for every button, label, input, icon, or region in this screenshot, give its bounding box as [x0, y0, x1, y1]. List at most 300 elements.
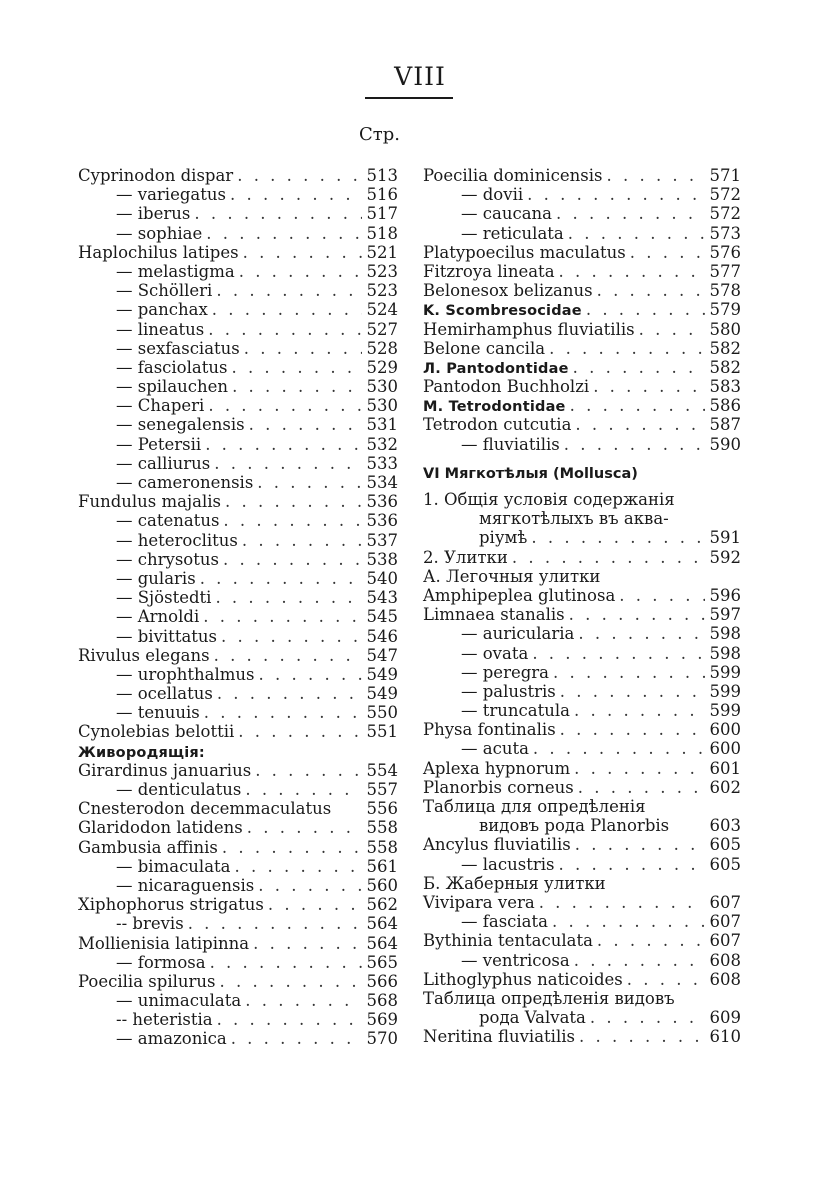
toc-entry-page: 570	[366, 1029, 398, 1049]
leader-dots	[639, 320, 705, 339]
toc-entry-title: мягкотѣлыхъ въ аква-	[479, 509, 669, 529]
leader-dots	[203, 607, 362, 626]
toc-entry-title: Poecilia spilurus	[78, 971, 216, 991]
toc-entry	[78, 320, 398, 339]
toc-entry	[78, 876, 398, 895]
toc-entry	[78, 934, 398, 953]
toc-entry	[78, 300, 398, 319]
toc-entry-page: 558	[366, 818, 398, 838]
toc-entry-title: — truncatula	[461, 701, 570, 721]
toc-entry-page: 533	[366, 453, 398, 473]
toc-entry-title: Pantodon Buchholzi	[423, 377, 590, 397]
toc-entry	[78, 550, 398, 569]
toc-entry-title: Glaridodon latidens	[78, 818, 243, 838]
leader-dots	[204, 703, 362, 722]
toc-entry	[423, 224, 741, 243]
toc-entry-page: 562	[366, 895, 398, 915]
toc-entry-title: Belonesox belizanus	[423, 281, 593, 301]
leader-dots	[586, 300, 705, 319]
toc-entry-title: Belone cancila	[423, 338, 546, 358]
leader-dots	[245, 780, 362, 799]
leader-dots	[231, 1029, 362, 1048]
toc-entry-page: 561	[366, 856, 398, 876]
leader-dots	[630, 243, 705, 262]
toc-entry-title: Gambusia affinis	[78, 837, 218, 857]
toc-entry-title: — spilauchen	[116, 377, 229, 397]
toc-entry-title: Platypoecilus maculatus	[423, 242, 626, 262]
toc-entry-title: — sexfasciatus	[116, 338, 240, 358]
toc-entry-title: — amazonica	[116, 1029, 227, 1049]
toc-entry-title: — urophthalmus	[116, 664, 255, 684]
leader-dots	[216, 281, 362, 300]
toc-entry-title: — nicaraguensis	[116, 875, 255, 895]
toc-entry	[78, 262, 398, 281]
toc-entry	[78, 492, 398, 511]
toc-entry	[423, 300, 741, 319]
toc-entry-page: 517	[366, 204, 398, 224]
toc-entry-page: 534	[366, 473, 398, 492]
toc-entry-page: 540	[366, 568, 398, 588]
toc-entry-page: 577	[709, 261, 741, 281]
toc-entry-page: 565	[366, 952, 398, 972]
toc-entry-page: 599	[709, 662, 741, 682]
toc-entry	[423, 548, 741, 567]
leader-dots	[249, 415, 362, 434]
leader-dots	[579, 1027, 705, 1046]
toc-entry	[423, 339, 741, 358]
leader-dots	[222, 838, 362, 857]
toc-entry-page: 532	[366, 434, 398, 454]
toc-entry	[78, 627, 398, 646]
toc-entry-page: 576	[709, 242, 741, 262]
toc-entry	[78, 722, 398, 741]
leader-dots	[564, 435, 705, 454]
toc-entry-page: 598	[709, 643, 741, 663]
toc-entry	[78, 857, 398, 876]
toc-entry	[78, 972, 398, 991]
toc-entry-title: — bimaculata	[116, 856, 231, 876]
toc-entry-title: — melastigma	[116, 261, 235, 281]
toc-entry-page: 564	[366, 933, 398, 953]
toc-entry-title: — Schölleri	[116, 281, 213, 301]
leader-dots	[258, 876, 362, 895]
toc-entry	[78, 511, 398, 530]
toc-entry	[423, 320, 741, 339]
toc-entry-page: 587	[709, 415, 741, 435]
toc-entry-page: 603	[709, 816, 741, 836]
toc-entry	[78, 607, 398, 626]
toc-entry-title: Haplochilus latipes	[78, 242, 239, 262]
toc-entry	[78, 166, 398, 185]
toc-entry-page: 610	[709, 1027, 741, 1047]
leader-dots	[188, 914, 362, 933]
toc-entry	[423, 835, 741, 854]
toc-entry	[423, 912, 741, 931]
toc-entry-title: — caucana	[461, 204, 552, 224]
toc-entry-page: 586	[709, 396, 741, 416]
leader-dots	[533, 739, 705, 758]
toc-entry	[423, 586, 741, 605]
leader-dots	[238, 722, 362, 741]
toc-entry-page: 536	[366, 511, 398, 531]
toc-entry-page: 601	[709, 758, 741, 778]
leader-dots	[253, 934, 362, 953]
leader-dots	[531, 528, 705, 547]
page-number-rule	[365, 97, 453, 99]
toc-entry-title: Б. Жаберныя улитки	[423, 873, 606, 893]
toc-entry	[423, 759, 741, 778]
toc-entry-page: 523	[366, 281, 398, 301]
toc-entry-title: Ancylus fluviatilis	[423, 835, 571, 855]
toc-entry-page: 582	[709, 338, 741, 358]
toc-entry-title: — unimaculata	[116, 991, 242, 1011]
leader-dots	[194, 204, 362, 223]
leader-dots	[532, 644, 705, 663]
leader-dots	[223, 550, 362, 569]
toc-entry-page: 573	[709, 223, 741, 243]
toc-entry-page: 582	[709, 357, 741, 377]
toc-entry-page: 549	[366, 684, 398, 704]
toc-entry-title: Л. Pantodontidae	[423, 360, 569, 377]
toc-entry-page: 527	[366, 319, 398, 339]
toc-entry	[78, 204, 398, 223]
leader-dots	[574, 951, 705, 970]
toc-entry	[78, 377, 398, 396]
toc-entry-title: — Chaperi	[116, 396, 205, 416]
toc-entry	[423, 816, 741, 835]
toc-entry-page: 598	[709, 624, 741, 644]
leader-dots	[239, 262, 362, 281]
toc-entry	[423, 377, 741, 396]
toc-entry-title: Amphipeplea glutinosa	[423, 585, 616, 605]
toc-entry-title: Poecilia dominicensis	[423, 166, 603, 185]
leader-dots	[512, 548, 705, 567]
toc-entry-page: 607	[709, 931, 741, 951]
toc-entry	[423, 1008, 741, 1027]
leader-dots	[574, 701, 705, 720]
toc-entry	[423, 463, 741, 482]
toc-entry	[423, 567, 741, 586]
toc-entry-page: 600	[709, 720, 741, 740]
toc-entry	[78, 646, 398, 665]
toc-entry-page: 602	[709, 777, 741, 797]
toc-entry-title: — tenuuis	[116, 703, 200, 723]
toc-entry-title: — fasciata	[461, 912, 548, 932]
left-column	[78, 166, 398, 1049]
toc-entry-title: — Arnoldi	[116, 607, 200, 627]
toc-entry-page: 592	[709, 547, 741, 567]
toc-entry	[423, 797, 741, 816]
toc-entry-page: 531	[366, 415, 398, 435]
toc-entry-title: -- brevis	[116, 914, 184, 934]
toc-entry	[423, 204, 741, 223]
toc-entry	[423, 262, 741, 281]
toc-entry-page: 591	[709, 528, 741, 548]
leader-dots	[257, 473, 362, 492]
leader-dots	[593, 377, 705, 396]
toc-entry-title: — iberus	[116, 204, 191, 224]
leader-dots	[575, 415, 705, 434]
toc-entry-title: — Sjöstedti	[116, 588, 212, 608]
toc-entry	[423, 166, 741, 185]
toc-entry	[78, 991, 398, 1010]
toc-entry	[78, 665, 398, 684]
leader-dots	[245, 991, 362, 1010]
toc-entry-title: Physa fontinalis	[423, 720, 556, 740]
leader-dots	[200, 569, 362, 588]
toc-entry-title: Живородящія:	[78, 744, 205, 761]
leader-dots	[205, 435, 362, 454]
toc-entry-page: 537	[366, 530, 398, 550]
toc-entry-title: — lineatus	[116, 319, 205, 339]
toc-entry	[78, 358, 398, 377]
toc-entry	[423, 435, 741, 454]
toc-entry-page: 578	[709, 281, 741, 301]
toc-entry-title: — sophiae	[116, 223, 203, 243]
leader-dots	[558, 855, 705, 874]
leader-dots	[627, 970, 705, 989]
toc-entry-title: Vivipara vera	[423, 892, 535, 912]
toc-entry-title: Tetrodon cutcutia	[423, 415, 572, 435]
toc-entry	[423, 720, 741, 739]
toc-entry	[78, 818, 398, 837]
page-number: VIII	[394, 62, 446, 91]
toc-entry-page: 564	[366, 914, 398, 934]
toc-entry-page: 572	[709, 185, 741, 205]
toc-entry-title: — dovii	[461, 185, 524, 205]
leader-dots	[223, 511, 362, 530]
leader-dots	[235, 857, 362, 876]
toc-entry-page: 516	[366, 185, 398, 205]
leader-dots	[574, 759, 705, 778]
toc-entry-title: видовъ рода Planorbis	[479, 816, 670, 836]
toc-entry-title: -- heteristia	[116, 1010, 213, 1030]
toc-entry	[78, 761, 398, 780]
toc-entry-title: — ovata	[461, 643, 529, 663]
leader-dots	[573, 358, 705, 377]
toc-entry	[423, 682, 741, 701]
leader-dots	[215, 588, 362, 607]
toc-entry	[423, 778, 741, 797]
leader-dots	[210, 953, 362, 972]
toc-entry-page: 590	[709, 434, 741, 454]
toc-entry-page: 524	[366, 300, 398, 320]
toc-entry-title: Таблица для опредѣленія	[423, 797, 646, 816]
toc-entry-title: — ventricosa	[461, 950, 570, 970]
toc-entry-page: 523	[366, 261, 398, 281]
toc-entry-page: 579	[709, 300, 741, 320]
toc-entry	[78, 780, 398, 799]
toc-entry	[423, 243, 741, 262]
leader-dots	[578, 778, 705, 797]
leader-dots	[559, 262, 705, 281]
leader-dots	[206, 224, 362, 243]
toc-entry	[423, 281, 741, 300]
leader-dots	[225, 492, 362, 511]
leader-dots	[221, 627, 362, 646]
toc-entry	[423, 951, 741, 970]
toc-entry-page: 554	[366, 760, 398, 780]
toc-entry-page: 529	[366, 357, 398, 377]
toc-entry-title: — panchax	[116, 300, 208, 320]
toc-entry-page: 600	[709, 739, 741, 759]
toc-entry-page: 569	[366, 1010, 398, 1030]
toc-entry-title: Xiphophorus strigatus	[78, 895, 264, 915]
toc-entry-page: 557	[366, 780, 398, 799]
toc-entry-title: — heteroclitus	[116, 530, 238, 550]
leader-dots	[597, 931, 705, 950]
toc-entry-page: 597	[709, 605, 741, 625]
toc-entry-page: 556	[366, 799, 398, 819]
leader-dots	[578, 624, 705, 643]
toc-entry-page: 605	[709, 854, 741, 874]
toc-entry-title: Fitzroya lineata	[423, 261, 555, 281]
toc-entry	[78, 281, 398, 300]
toc-entry	[78, 454, 398, 473]
leader-dots	[552, 912, 705, 931]
toc-entry	[78, 531, 398, 550]
leader-dots	[247, 818, 362, 837]
toc-entry	[423, 605, 741, 624]
toc-entry	[423, 509, 741, 528]
toc-entry	[78, 396, 398, 415]
toc-entry-title: — variegatus	[116, 185, 226, 205]
leader-dots	[242, 531, 362, 550]
toc-entry	[423, 970, 741, 989]
toc-entry-title: — fluviatilis	[461, 434, 560, 454]
toc-entry-page: 607	[709, 912, 741, 932]
toc-entry-title: Aplexa hypnorum	[423, 758, 571, 778]
toc-entry	[78, 569, 398, 588]
leader-dots	[569, 605, 705, 624]
toc-entry	[423, 396, 741, 415]
toc-entry-title: Girardinus januarius	[78, 760, 252, 780]
toc-entry-title: — cameronensis	[116, 473, 254, 492]
toc-entry-title: — formosa	[116, 952, 206, 972]
toc-entry-page: 558	[366, 837, 398, 857]
leader-dots	[527, 185, 705, 204]
toc-entry-title: — calliurus	[116, 453, 211, 473]
toc-entry	[423, 624, 741, 643]
toc-entry	[423, 989, 741, 1008]
toc-entry-title: Cyprinodon dispar	[78, 166, 234, 185]
toc-entry	[78, 838, 398, 857]
toc-entry-title: рода Valvata	[479, 1008, 586, 1028]
toc-entry-title: — lacustris	[461, 854, 555, 874]
leader-dots	[619, 586, 705, 605]
toc-entry-page: 550	[366, 703, 398, 723]
toc-entry-title: — chrysotus	[116, 549, 219, 569]
toc-entry-title: 1. Общія условія содержанія	[423, 490, 675, 509]
toc-entry	[78, 799, 398, 818]
leader-dots	[590, 1008, 705, 1027]
toc-entry-title: — auricularia	[461, 624, 575, 644]
toc-entry-page: 599	[709, 681, 741, 701]
leader-dots	[231, 358, 362, 377]
leader-dots	[556, 204, 705, 223]
toc-entry	[423, 415, 741, 434]
toc-entry-title: — fasciolatus	[116, 357, 228, 377]
toc-entry-title: Hemirhamphus fluviatilis	[423, 319, 635, 339]
toc-entry	[78, 224, 398, 243]
toc-entry-title: Cnesterodon decemmaculatus	[78, 799, 332, 819]
toc-entry-page: 566	[366, 971, 398, 991]
leader-dots	[217, 684, 362, 703]
toc-entry-title: — peregra	[461, 662, 550, 682]
leader-dots	[237, 166, 362, 185]
toc-entry-title: — reticulata	[461, 223, 564, 243]
leader-dots	[553, 663, 705, 682]
toc-entry-page: 538	[366, 549, 398, 569]
leader-dots	[214, 646, 362, 665]
toc-entry-page: 560	[366, 875, 398, 895]
leader-dots	[575, 835, 705, 854]
toc-entry-title: 2. Улитки	[423, 547, 508, 567]
toc-entry	[423, 739, 741, 758]
toc-entry	[78, 339, 398, 358]
toc-entry-page: 571	[709, 166, 741, 185]
leader-dots	[208, 320, 362, 339]
toc-entry-title: Lithoglyphus naticoides	[423, 969, 623, 989]
leader-dots	[217, 1010, 362, 1029]
toc-entry-page: 572	[709, 204, 741, 224]
leader-dots	[560, 720, 705, 739]
toc-entry-page: 543	[366, 588, 398, 608]
leader-dots	[560, 682, 705, 701]
right-column	[423, 166, 741, 1046]
toc-entry	[78, 185, 398, 204]
toc-entry	[78, 742, 398, 761]
toc-entry-page: 528	[366, 338, 398, 358]
toc-entry	[78, 684, 398, 703]
leader-dots	[606, 166, 705, 185]
toc-entry	[78, 473, 398, 492]
leader-dots	[570, 396, 705, 415]
toc-entry-title: — bivittatus	[116, 626, 218, 646]
toc-entry	[78, 435, 398, 454]
leader-dots	[259, 665, 363, 684]
leader-dots	[597, 281, 705, 300]
toc-entry-title: Neritina fluviatilis	[423, 1027, 575, 1047]
toc-entry	[423, 701, 741, 720]
toc-entry-page: 551	[366, 722, 398, 742]
toc-entry-title: M. Tetrodontidae	[423, 399, 566, 416]
toc-entry-title: Mollienisia latipinna	[78, 933, 250, 953]
toc-entry-title: — palustris	[461, 681, 556, 701]
toc-entry-title: K. Scombresocidae	[423, 303, 582, 320]
toc-entry	[78, 914, 398, 933]
toc-entry	[423, 663, 741, 682]
toc-entry-title: Таблица опредѣленія видовъ	[423, 988, 675, 1008]
leader-dots	[244, 339, 362, 358]
toc-entry-page: 605	[709, 835, 741, 855]
leader-dots	[212, 300, 362, 319]
toc-entry-page: 568	[366, 991, 398, 1011]
toc-entry	[423, 644, 741, 663]
toc-entry	[78, 415, 398, 434]
leader-dots	[219, 972, 362, 991]
toc-entry	[78, 703, 398, 722]
toc-entry	[423, 528, 741, 547]
page-column-label: Стр.	[359, 124, 400, 145]
toc-entry-title: — ocellatus	[116, 684, 213, 704]
toc-entry-page: 596	[709, 585, 741, 605]
toc-entry-page: 607	[709, 892, 741, 912]
toc-entry	[78, 1010, 398, 1029]
toc-entry-page: 530	[366, 396, 398, 416]
leader-dots	[549, 339, 705, 358]
toc-entry-page: 521	[366, 242, 398, 262]
